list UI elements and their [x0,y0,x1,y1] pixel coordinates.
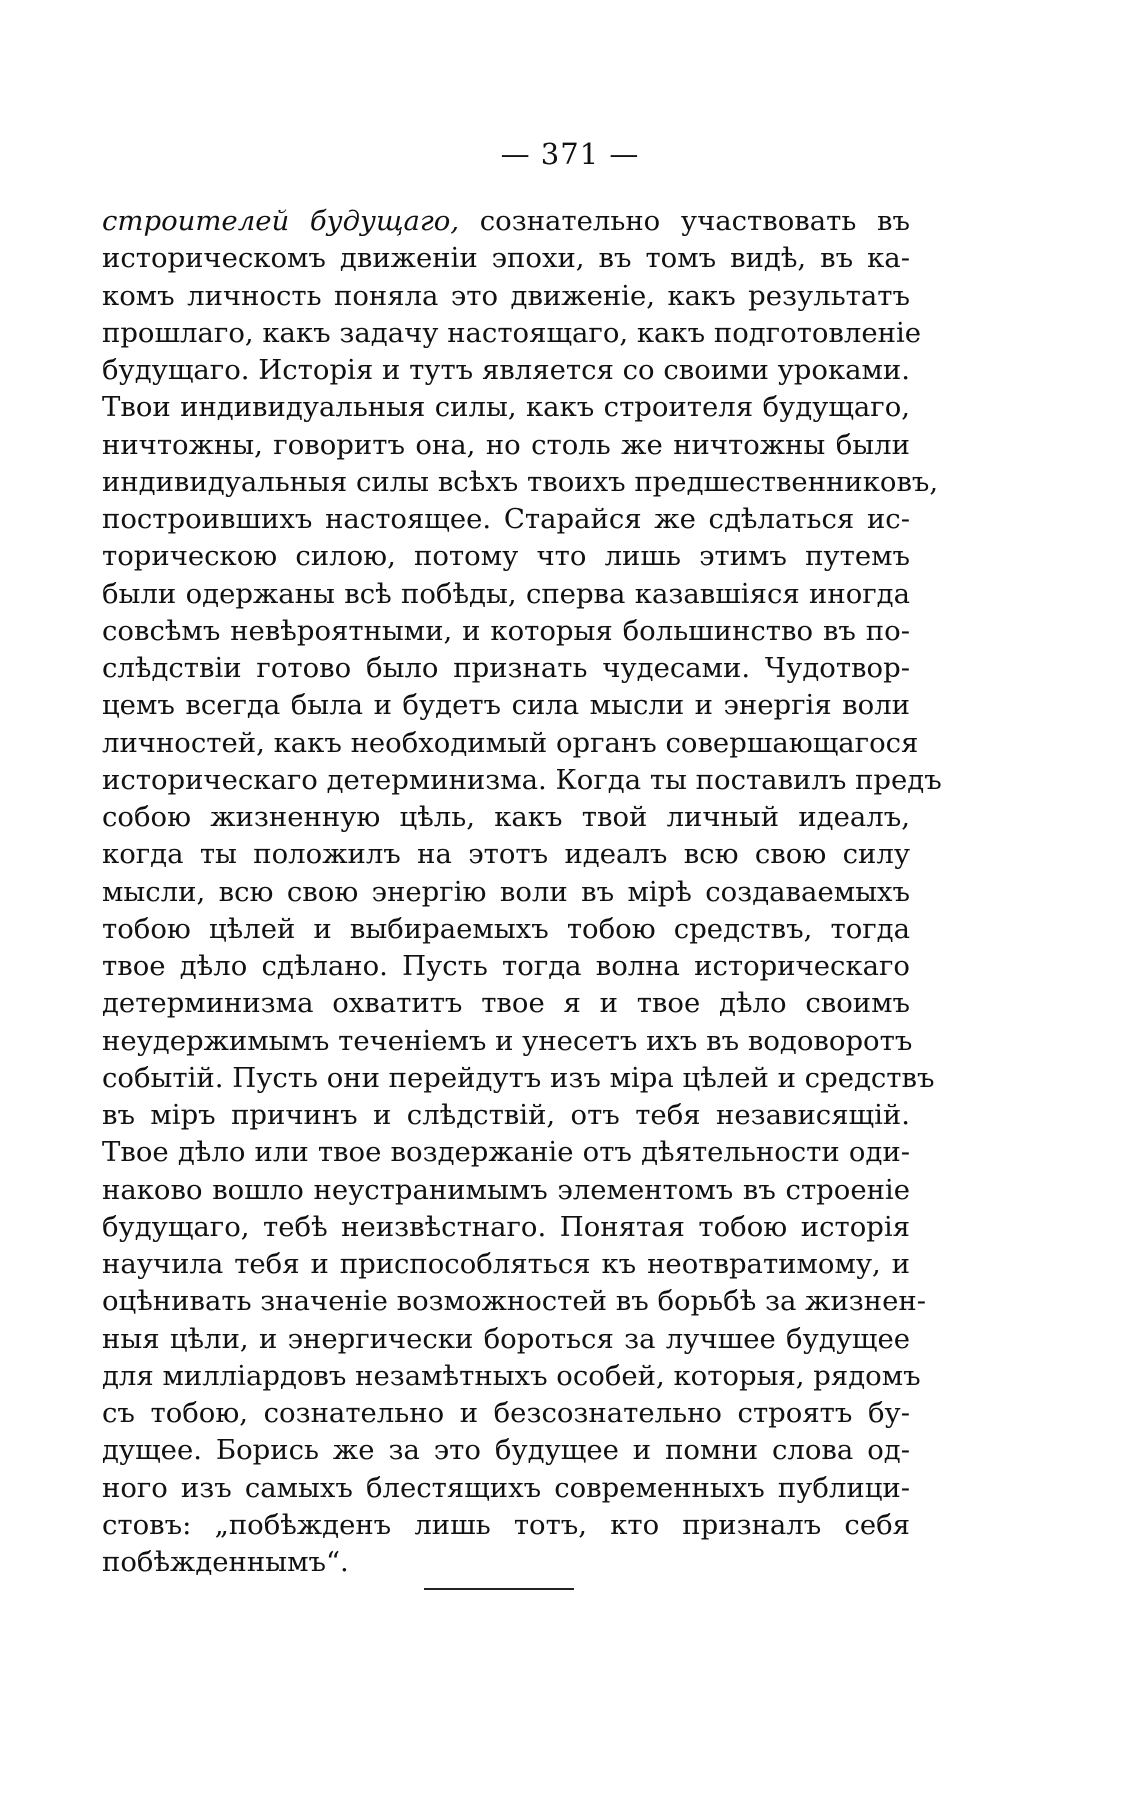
text-line [102,985,910,1022]
line-text: собою жизненную цѣль, какъ твой личный идеалъ, [102,801,910,833]
text-line [102,911,910,948]
line-text: дущее. Борись же за это будущее и помни слова од- [102,1434,910,1467]
text-line [102,836,910,873]
line-text: построившихъ настоящее. Старайся же сдѣлаться ис- [102,503,910,535]
text-line [102,427,910,464]
text-line [102,687,910,724]
line-text: сознательно участвовать въ [459,205,910,237]
line-text: ного изъ самыхъ блестящихъ современныхъ публици- [102,1471,910,1504]
line-text: для миллiардовъ незамѣтныхъ особей, которыя, рядомъ [102,1359,921,1392]
line-text: были одержаны всѣ побѣды, сперва казавшiяся иногда [102,577,910,610]
text-line [102,948,910,985]
text-line [102,1321,910,1358]
line-text: комъ личность поняла это движенiе, какъ результатъ [102,279,910,312]
line-text: детерминизма охватитъ твое я и твое дѣло своимъ [102,987,910,1020]
line-text: когда ты положилъ на этотъ идеалъ всю свою силу [102,838,910,871]
line-text: будущаго, тебѣ неизвѣстнаго. Понятая тобою исторiя [102,1210,910,1243]
text-line [102,1358,921,1395]
text-line [102,278,910,315]
text-line [102,1209,910,1246]
line-text: событiй. Пусть они перейдутъ изъ мiра цѣлей и средствъ [102,1061,935,1094]
line-text: прошлаго, какъ задачу настоящаго, какъ подготовленiе [102,316,922,349]
body-text [102,203,942,1581]
text-line [102,1544,910,1581]
text-line [102,576,910,613]
line-text: ныя цѣли, и энергически бороться за лучшее будущее [102,1322,910,1355]
text-line [102,725,919,762]
line-text: личностей, какъ необходимый органъ совершающагося [102,726,919,759]
line-text: съ тобою, сознательно и безсознательно строятъ бу- [102,1397,910,1429]
text-line [102,650,910,687]
text-line [102,762,942,799]
text-line [102,464,939,501]
line-text: побѣжденнымъ“. [102,1546,349,1578]
line-text: Твое дѣло или твое воздержанiе отъ дѣятельности оди- [102,1136,910,1169]
text-line [102,352,910,389]
text-line [102,1507,910,1544]
page-number: — 371 — [500,137,640,171]
line-text: индивидуальныя силы всѣхъ твоихъ предшественниковъ, [102,465,939,498]
text-line [102,1060,935,1097]
emphasized-text: строителей будущаго, [102,205,460,237]
end-rule-divider [424,1588,574,1590]
text-line [102,613,910,650]
line-text: историческомъ движенiи эпохи, въ томъ видѣ, въ ка- [102,242,910,275]
text-line [102,1432,910,1469]
line-text: ничтожны, говоритъ она, но столь же ничтожны были [102,428,910,461]
line-text: мысли, всю свою энергiю воли въ мiрѣ создаваемыхъ [102,875,910,908]
line-text: оцѣнивать значенiе возможностей въ борьбѣ за жизнен- [102,1285,927,1318]
line-text: Твои индивидуальныя силы, какъ строителя будущаго, [102,391,910,424]
text-line [102,1395,910,1432]
line-text: наково вошло неустранимымъ элементомъ въ строенiе [102,1173,910,1206]
line-text: историческаго детерминизма. Когда ты поставилъ предъ [102,763,942,796]
line-text: научила тебя и приспособляться къ неотвратимому, и [102,1248,910,1280]
line-text: слѣдствiи готово было признать чудесами. Чудотвор- [102,652,910,684]
text-line [102,315,922,352]
line-text: цемъ всегда была и будетъ сила мысли и энергiя воли [102,689,910,722]
text-line [102,203,910,240]
text-line [102,240,910,277]
line-text: стовъ: „побѣжденъ лишь тотъ, кто призналъ себя [102,1508,910,1541]
text-line [102,1134,910,1171]
text-line [102,1172,910,1209]
text-line [102,1470,910,1507]
text-line [102,1023,913,1060]
text-line [102,538,910,575]
line-text: неудержимымъ теченiемъ и унесетъ ихъ въ водоворотъ [102,1024,913,1057]
text-line [102,1246,910,1283]
text-line [102,1283,927,1320]
text-line [102,799,910,836]
line-text: въ мiръ причинъ и слѣдствiй, отъ тебя независящiй. [102,1099,910,1131]
line-text: твое дѣло сдѣлано. Пусть тогда волна историческаго [102,950,910,982]
text-line [102,501,910,538]
line-text: совсѣмъ невѣроятными, и которыя большинство въ по- [102,614,910,647]
text-line [102,874,910,911]
text-line [102,1097,910,1134]
line-text: тобою цѣлей и выбираемыхъ тобою средствъ, тогда [102,912,910,945]
text-line [102,389,910,426]
line-text: будущаго. Исторiя и тутъ является со своими уроками. [102,354,910,386]
line-text: торическою силою, потому что лишь этимъ путемъ [102,540,910,573]
